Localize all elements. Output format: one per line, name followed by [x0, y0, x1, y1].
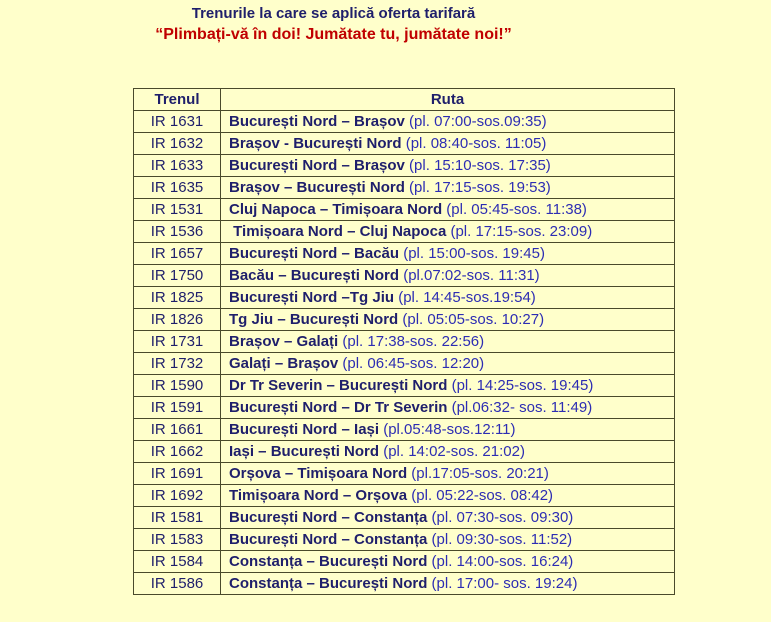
route-cell [221, 375, 675, 397]
train-number: IR 1583 [134, 529, 221, 551]
route-name: București Nord –Tg Jiu [229, 289, 395, 306]
table-row [134, 463, 675, 485]
route-times: (pl. 15:10-sos. 17:35) [404, 157, 551, 174]
table-row [134, 529, 675, 551]
train-number: IR 1590 [134, 375, 221, 397]
table-row [134, 265, 675, 287]
route-times: (pl.17:05-sos. 20:21) [407, 465, 549, 482]
route-cell [221, 199, 675, 221]
route-times: (pl. 14:02-sos. 21:02) [379, 443, 525, 460]
route-times: (pl. 17:15-sos. 23:09) [446, 223, 593, 240]
route-cell [221, 529, 675, 551]
route-cell [221, 507, 675, 529]
table-row [134, 551, 675, 573]
route-cell [221, 397, 675, 419]
table-row [134, 573, 675, 595]
table-row [134, 331, 675, 353]
route-cell [221, 133, 675, 155]
route-times: (pl. 05:05-sos. 10:27) [398, 311, 545, 328]
route-times: (pl. 05:45-sos. 11:38) [442, 201, 587, 218]
train-number: IR 1591 [134, 397, 221, 419]
route-times: (pl. 05:22-sos. 08:42) [407, 487, 554, 504]
route-times: (pl. 17:15-sos. 19:53) [404, 179, 551, 196]
train-number: IR 1584 [134, 551, 221, 573]
route-cell [221, 551, 675, 573]
table-row [134, 485, 675, 507]
page-header [0, 3, 667, 45]
route-name: Constanța – București Nord [229, 553, 428, 570]
route-name: București Nord – Constanța [229, 509, 428, 526]
route-times: (pl. 09:30-sos. 11:52) [427, 531, 573, 548]
column-header-route: Ruta [221, 89, 675, 111]
table-row [134, 243, 675, 265]
route-name: Tg Jiu – București Nord [229, 311, 399, 328]
route-name: Timișoara Nord – Cluj Napoca [229, 223, 447, 240]
route-name: Dr Tr Severin – București Nord [229, 377, 448, 394]
route-cell [221, 309, 675, 331]
route-cell [221, 463, 675, 485]
table-row [134, 353, 675, 375]
table-row [134, 221, 675, 243]
table-row [134, 309, 675, 331]
route-times: (pl.05:48-sos.12:11) [379, 421, 516, 438]
route-cell [221, 243, 675, 265]
table-row [134, 419, 675, 441]
table-row [134, 375, 675, 397]
route-name: București Nord – Brașov [229, 113, 405, 130]
table-row [134, 111, 675, 133]
train-number: IR 1750 [134, 265, 221, 287]
train-number: IR 1661 [134, 419, 221, 441]
train-number: IR 1826 [134, 309, 221, 331]
route-cell [221, 419, 675, 441]
route-times: (pl. 14:45-sos.19:54) [394, 289, 536, 306]
train-number: IR 1631 [134, 111, 221, 133]
train-number: IR 1581 [134, 507, 221, 529]
offer-title: Trenurile la care se aplică oferta tarifară [191, 5, 476, 22]
table-row [134, 287, 675, 309]
route-times: (pl. 17:00- sos. 19:24) [427, 575, 578, 592]
train-number: IR 1632 [134, 133, 221, 155]
route-times: (pl.07:02-sos. 11:31) [399, 267, 540, 284]
route-cell [221, 331, 675, 353]
route-cell [221, 265, 675, 287]
route-cell [221, 573, 675, 595]
train-number: IR 1731 [134, 331, 221, 353]
route-name: Orșova – Timișoara Nord [229, 465, 408, 482]
route-name: București Nord – Bacău [229, 245, 400, 262]
route-name: Bacău – București Nord [229, 267, 400, 284]
route-times: (pl. 14:25-sos. 19:45) [447, 377, 594, 394]
train-number: IR 1633 [134, 155, 221, 177]
route-cell [221, 221, 675, 243]
train-number: IR 1662 [134, 441, 221, 463]
table-row [134, 155, 675, 177]
train-number: IR 1732 [134, 353, 221, 375]
train-number: IR 1657 [134, 243, 221, 265]
route-times: (pl. 14:00-sos. 16:24) [427, 553, 574, 570]
route-name: București Nord – Dr Tr Severin [229, 399, 448, 416]
train-number: IR 1692 [134, 485, 221, 507]
route-times: (pl. 15:00-sos. 19:45) [399, 245, 545, 262]
train-number: IR 1531 [134, 199, 221, 221]
route-name: Iași – București Nord [229, 443, 380, 460]
train-number: IR 1586 [134, 573, 221, 595]
table-row [134, 507, 675, 529]
train-schedule-table-wrap [133, 88, 675, 595]
route-times: (pl. 08:40-sos. 11:05) [401, 135, 547, 152]
route-name: Constanța – București Nord [229, 575, 428, 592]
route-times: (pl. 07:30-sos. 09:30) [427, 509, 574, 526]
table-row [134, 177, 675, 199]
route-times: (pl.06:32- sos. 11:49) [447, 399, 593, 416]
train-number: IR 1635 [134, 177, 221, 199]
table-header-row [134, 89, 675, 111]
train-number: IR 1825 [134, 287, 221, 309]
route-name: Brașov – Galați [229, 333, 339, 350]
route-times: (pl. 06:45-sos. 12:20) [338, 355, 485, 372]
route-name: Galați – Brașov [229, 355, 339, 372]
column-header-train: Trenul [134, 89, 221, 111]
offer-subtitle: “Plimbați-vă în doi! Jumătate tu, jumătate noi!” [155, 26, 512, 43]
table-row [134, 133, 675, 155]
train-table-body [134, 111, 675, 595]
route-cell [221, 353, 675, 375]
route-times: (pl. 07:00-sos.09:35) [404, 113, 547, 130]
route-name: Cluj Napoca – Timișoara Nord [229, 201, 443, 218]
train-number: IR 1691 [134, 463, 221, 485]
route-name: Brașov – București Nord [229, 179, 405, 196]
route-cell [221, 177, 675, 199]
route-cell [221, 441, 675, 463]
route-name: București Nord – Constanța [229, 531, 428, 548]
route-cell [221, 111, 675, 133]
route-name: Brașov - București Nord [229, 135, 402, 152]
route-name: București Nord – Brașov [229, 157, 405, 174]
route-name: Timișoara Nord – Orșova [229, 487, 408, 504]
route-times: (pl. 17:38-sos. 22:56) [338, 333, 485, 350]
route-cell [221, 287, 675, 309]
route-name: București Nord – Iași [229, 421, 380, 438]
route-cell [221, 485, 675, 507]
table-row [134, 397, 675, 419]
train-schedule-table [133, 88, 675, 595]
route-cell [221, 155, 675, 177]
table-row [134, 199, 675, 221]
train-number: IR 1536 [134, 221, 221, 243]
table-row [134, 441, 675, 463]
